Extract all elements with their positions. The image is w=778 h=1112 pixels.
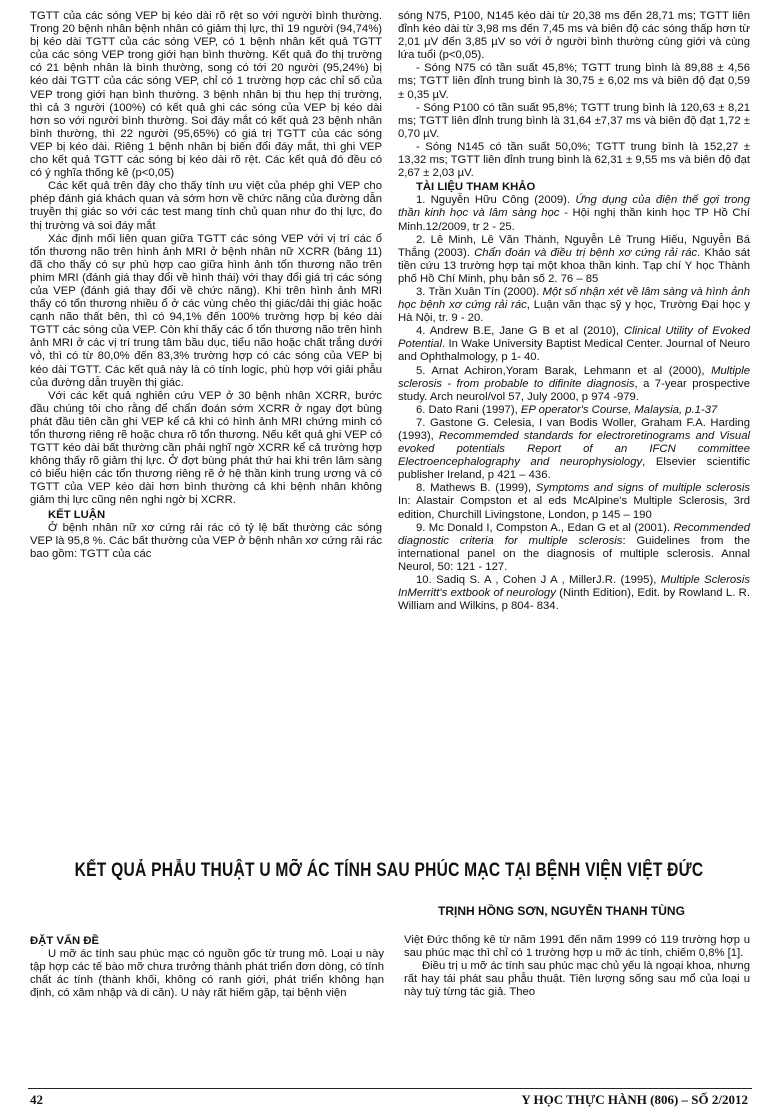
reference-title: Chẩn đoán và điều trị bệnh xơ cứng rải rác <box>474 246 698 259</box>
reference-text: 1. Nguyễn Hữu Công (2009). <box>416 194 576 207</box>
reference-text: (Ninth Edition), Edit. by Rowland L. R. William and Wilkins, p 804- 834. <box>398 587 750 613</box>
reference-text: : Guidelines from the international panel on the diagnosis of multiple sclerosis. Annal Neurol, 50: 121 - 127. <box>398 534 750 573</box>
reference-title: EP operator's Course, Malaysia, p.1-37 <box>520 403 718 416</box>
reference-text: . In Wake University Baptist Medical Center. Journal of Neuro and Ophthalmology, p 1- 40. <box>398 338 750 364</box>
section-heading-conclusion: KẾT LUẬN <box>48 508 106 521</box>
paragraph: Việt Đức thống kê từ năm 1991 đến năm 1999 có 119 trường hợp u sau phúc mạc thì chỉ có 1 trường hợp u mỡ ác tính, chiếm 0,8% [1]. <box>404 934 750 960</box>
reference-title: Recommended diagnostic criteria for multiple sclerosis <box>398 521 750 547</box>
column-right-top <box>398 10 750 613</box>
reference-title: Clinical Utility of Evoked Potential <box>398 325 750 351</box>
reference-text: . Khảo sát tiền cứu 13 trường hợp tại một khoa thần kinh. Tạp chí Y học Thành phố Hồ Chí Minh, phụ bản số 2. 76 – 85 <box>398 246 750 285</box>
paragraph: - Sóng P100 có tần suất 95,8%; TGTT trung bình là 120,63 ± 8,21 ms; TGTT liên đỉnh trung bình là 31,64 ±7,37 ms và biên độ đạt 1,72 ± 0,70 µV. <box>398 101 750 140</box>
reference-item <box>398 286 750 325</box>
reference-text: 7. Gastone G. Celesia, I van Bodis Woller, Graham F.A. Harding (1993), <box>398 416 750 442</box>
paragraph: U mỡ ác tính sau phúc mạc có nguồn gốc từ trung mô. Loại u này tập hợp các tế bào mỡ chưa trưởng thành phát triển đơn dòng, có tính chất ác tính (thành khối, không có ranh giới, phát triển không hạn định, có xâm nhập và di căn). U này rất hiếm gặp, tại bệnh viện <box>30 948 384 1000</box>
reference-text: 5. Arnat Achiron,Yoram Barak, Lehmann et al (2000), <box>416 364 712 377</box>
column-left-bottom <box>30 934 384 1000</box>
reference-item <box>398 365 750 404</box>
reference-item <box>398 522 750 574</box>
reference-text: 6. Dato Rani (1997), <box>416 403 521 416</box>
reference-text: 10. Sadiq S. A , Cohen J A , MillerJ.R. (1995), <box>416 574 661 587</box>
reference-item <box>398 482 750 521</box>
column-left-top <box>30 10 382 561</box>
reference-text: , Elsevier scientific publisher Ireland, p 421 – 436. <box>398 456 750 482</box>
reference-item <box>398 404 750 417</box>
reference-title: Multiple sclerosis - from probable to difinite diagnosis <box>398 364 750 390</box>
section-heading-introduction: ĐẶT VẤN ĐỀ <box>30 935 100 947</box>
reference-title: Recommemded standards for electroretinograms and Visual evoked potentials Report of an IFCN committee Electroencephalography and neurophysiology <box>398 430 750 469</box>
column-right-bottom <box>404 934 750 999</box>
reference-text: In: Alastair Compston et al eds McAlpine's Multiple Sclerosis, 3rd edition, Churchill Livingstone, London, p 145 – 190 <box>398 495 750 521</box>
reference-item <box>398 325 750 364</box>
reference-title: Ứng dụng của điện thế gợi trong thần kinh học và lâm sàng học <box>398 194 750 220</box>
reference-item <box>398 574 750 613</box>
paragraph: - Sóng N145 có tần suất 50,0%; TGTT trung bình là 152,27 ± 13,32 ms; TGTT liên đỉnh trung bình là 62,31 ± 9,55 ms và biên độ đạt 2,67 ± 2,03 µV. <box>398 140 750 180</box>
journal-name: Y HỌC THỰC HÀNH (806) – SỐ 2/2012 <box>521 1092 748 1107</box>
reference-item <box>398 194 750 233</box>
reference-item <box>398 234 750 286</box>
reference-text: 3. Trần Xuân Tín (2000). <box>416 285 543 298</box>
reference-title: Symptoms and signs of multiple sclerosis <box>535 482 750 495</box>
page-number: 42 <box>30 1092 43 1107</box>
article-title: KẾT QUẢ PHẪU THUẬT U MỠ ÁC TÍNH SAU PHÚC MẠC TẠI BỆNH VIỆN VIỆT ĐỨC <box>74 860 704 881</box>
paragraph: Với các kết quả nghiên cứu VEP ở 30 bệnh nhân XCRR, bước đầu chúng tôi cho rằng để chẩn đoán sớm XCRR ở ngay đợt bùng phát đầu tiên cần ghi VEP kể cả khi có hình ảnh MRI chứng minh có tổn thương riêng rẽ hoặc chưa rõ tổn thương. Nếu kết quả ghi VEP có TGTT kéo dài bất thường cần phải nghĩ ngờ XCRR kể cả trường hợp không thấy rõ giảm thị lực. Ở đợt bùng phát thứ hai khi trên lâm sàng có biểu hiện các tổn thương riêng rẽ ở hệ thần kinh trung ương và có TGTT của VEP kéo dài hơn bình thường cả khi bệnh nhân không giảm thị lực cũng nên nghi ngờ bị XCRR. <box>30 389 382 507</box>
reference-item <box>398 417 750 482</box>
paragraph: Điều trị u mỡ ác tính sau phúc mạc chủ yếu là ngoại khoa, nhưng rất hay tái phát sau phẫu thuật. Tiên lượng sống sau mổ của loại u này tuỳ từng tác giả. Theo <box>404 960 750 999</box>
reference-text: 4. Andrew B.E, Jane G B et al (2010), <box>416 325 624 338</box>
paragraph: - Sóng N75 có tần suất 45,8%; TGTT trung bình là 89,88 ± 4,56 ms; TGTT liên đỉnh trung bình là 30,75 ± 6,02 ms và biên độ đạt 0,59 ± 0,35 µV. <box>398 62 750 101</box>
reference-list <box>398 194 750 613</box>
reference-text: , Luận văn thạc sỹ y học, Trường Đại học y Hà Nội, tr. 9 - 20. <box>398 299 750 325</box>
paragraph: Các kết quả trên đây cho thấy tính ưu việt của phép ghi VEP cho phép đánh giá khách quan và sớm hơn về chức năng của đường dẫn truyền thị giác so với các test mang tính chủ quan như đo thị lực, đo thị trường và soi đáy mắt <box>30 180 382 232</box>
reference-text: 9. Mc Donald I, Compston A., Edan G et al (2001). <box>416 521 674 534</box>
paragraph: TGTT của các sóng VEP bị kéo dài rõ rệt so với người bình thường. Trong 20 bệnh nhân bệnh nhân có giảm thị lực, thì 19 người (94,74%) bị kéo dài TGTT của các sóng VEP, có 1 bệnh nhân kết quả TGTT của các sóng VEP trong giới hạn bình thường. Kết quả đo thị trường có 21 bệnh nhân là bình thường, song có tới 20 người (95,24%) bị kéo dài TGTT của các sóng VEP, chỉ có 1 trường hợp các chỉ số của VEP trong giới hạn bình thường. 3 bệnh nhân bị thu hẹp thị trường, thì cả 3 người (100%) có kết quả ghi các sóng của VEP bị kéo dài hơn so với người bình thường. Soi đáy mắt có kết quả 23 bệnh nhân bình thường, thì 22 người (95,65%) có giá trị TGTT của các sóng VEP bị kéo dài. Riêng 1 bệnh nhân bị biến đổi đáy mắt, thì ghi VEP cho kết quả TGTT các sóng bị kéo dài rõ rệt. Các kết quả đó đều có có ý nghĩa thống kê (p<0,05) <box>30 10 382 180</box>
reference-text: 8. Mathews B. (1999), <box>416 482 536 495</box>
reference-text: , a 7-year prospective study. Arch neurol/vol 57, July 2000, p 974 -979. <box>398 377 750 403</box>
article-authors: TRỊNH HỒNG SƠN, NGUYỄN THANH TÙNG <box>438 904 685 918</box>
reference-title: Multiple Sclerosis InMerritt's extbook of neurology <box>398 574 750 600</box>
paragraph: sóng N75, P100, N145 kéo dài từ 20,38 ms đến 28,71 ms; TGTT liên đỉnh kéo dài từ 3,98 ms đến 7,45 ms và biên độ các sóng thấp hơn từ 2,01 µV đến 3,85 µV so với ở người bình thường cùng giới và cùng lứa tuổi (p<0,05). <box>398 10 750 62</box>
section-heading-references: TÀI LIỆU THAM KHẢO <box>416 181 536 194</box>
footer-divider <box>28 1088 752 1089</box>
reference-text: - Hội nghị thần kinh học TP Hồ Chí Minh.12/2009, tr 2 - 25. <box>398 207 751 233</box>
reference-title: Một số nhận xét về lâm sàng và hình ảnh học bệnh xơ cứng rải rác <box>398 285 750 312</box>
paragraph: Xác định mối liên quan giữa TGTT các sóng VEP với vị trí các ổ tổn thương não trên hình ảnh MRI ở bệnh nhân nữ XCRR (bảng 11) đã cho thấy có sự phù hợp cao giữa hình ảnh tổn thương não trên phim MRI (đánh giá thay đổi về hình thái) với thay đổi giá trị các sóng của VEP (đánh giá thay đổi về chức năng). Khi trên hình ảnh MRI thấy có tổn thương nhiều ổ ở các vùng chẻo thị giác/dải thị giác hoặc cạnh não thất bên, thì có 94,1% đến 100% trường hợp bị kéo dài TGTT các sóng của VEP. Còn khi thấy các ổ tổn thương não trên hình ảnh MRI ở các vị trí trung tâm bầu dục, tiểu não hoặc chất trắng dưới vỏ, thì có từ 80,0% đến 83,3% trường hợp có các sóng của VEP bị kéo dài TGTT. Các kết quả này là có tính logic, phù hợp với giải phẫu của đường dẫn truyền thị giác. <box>30 232 382 389</box>
paragraph: Ở bệnh nhân nữ xơ cứng rải rác có tỷ lệ bất thường các sóng VEP là 95,8 %. Các bất thường của VEP ở bệnh nhân xơ cứng rải rác bao gồm: TGTT của các <box>30 521 382 560</box>
reference-text: 2. Lê Minh, Lê Văn Thành, Nguyễn Lê Trung Hiếu, Nguyễn Bá Thắng (2003). <box>398 233 750 259</box>
